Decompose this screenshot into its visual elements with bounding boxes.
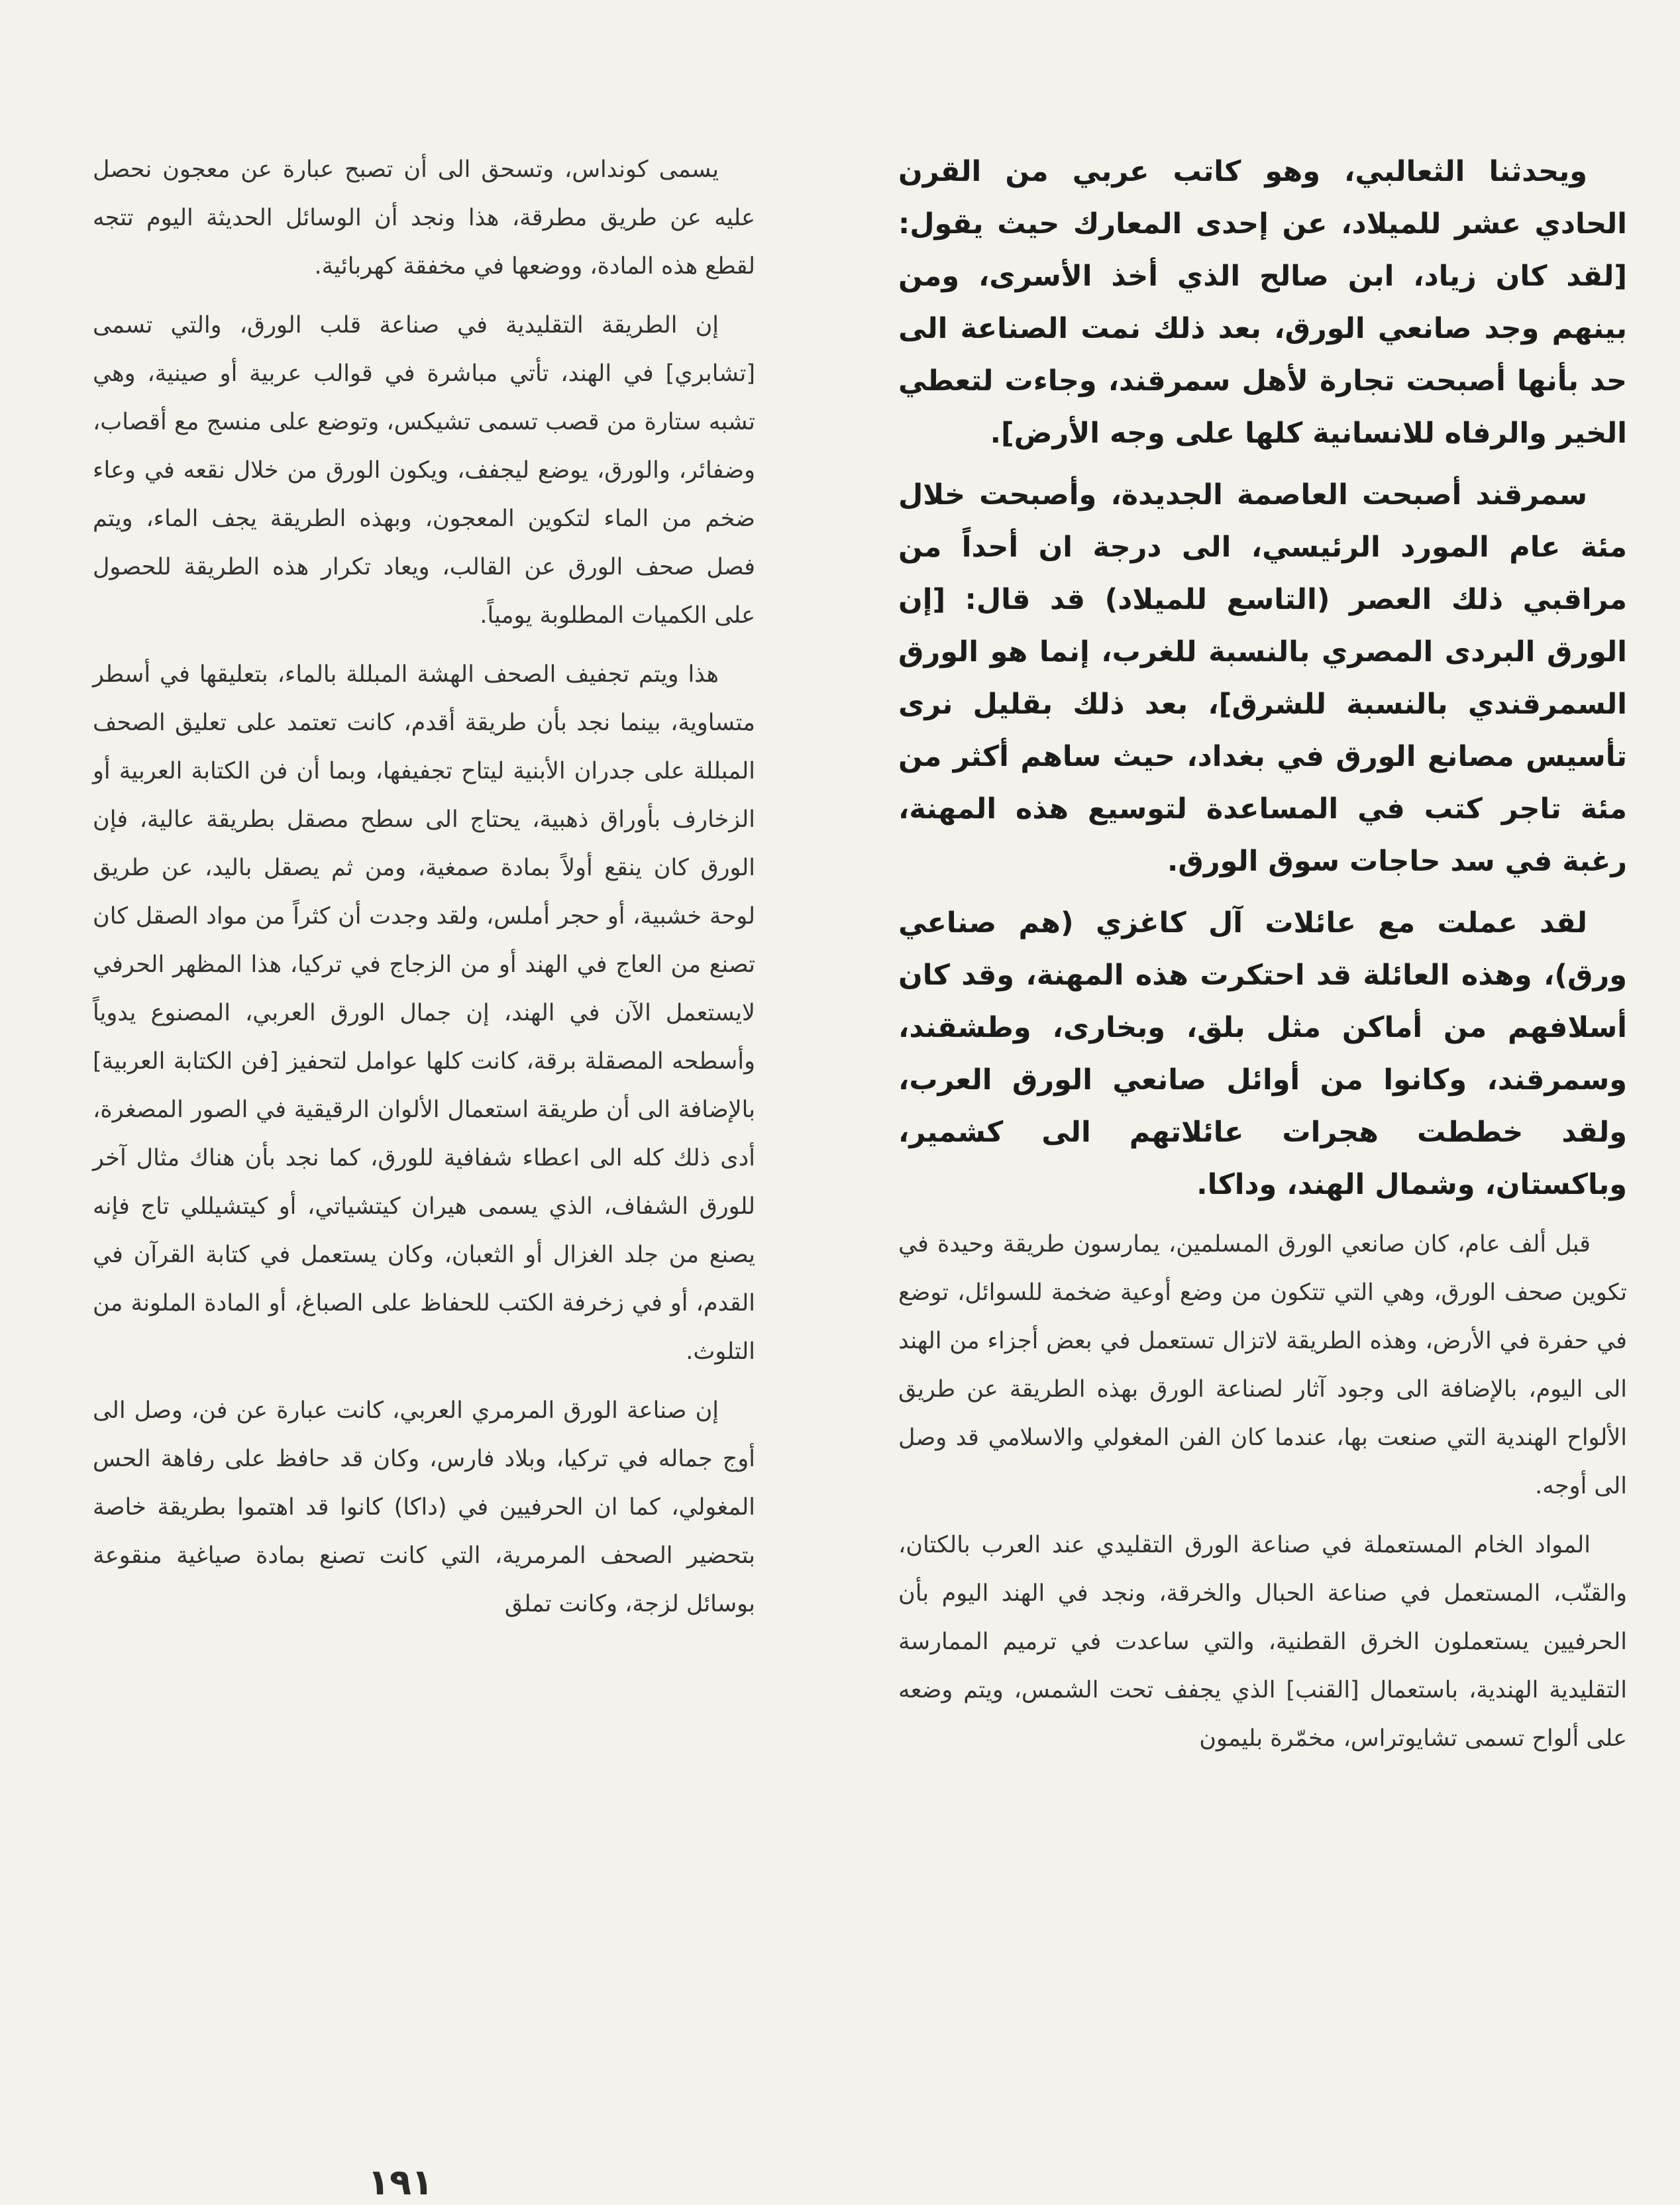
bold-paragraph: لقد عملت مع عائلات آل كاغزي (هم صناعي ورق)، وهذه العائلة قد احتكرت هذه المهنة، وقد كان أسلافهم من أماكن مثل بلق، وبخارى، وطشقند، وسمرقند، وكانوا من أوائل صانعي الورق العرب، ولقد خططت هجرات عائلاتهم الى كشمير، وباكستان، وشمال الهند، وداكا. bbox=[898, 906, 1627, 1201]
bold-paragraph: سمرقند أصبحت العاصمة الجديدة، وأصبحت خلال مئة عام المورد الرئيسي، الى درجة ان أحداً من مراقبي ذلك العصر (التاسع للميلاد) قد قال: [إن الورق البردى المصري بالنسبة للغرب، إنما هو الورق السمرقندي بالنسبة للشرق]، بعد ذلك بقليل نرى تأسيس مصانع الورق في بغداد، حيث ساهم أكثر من مئة تاجر كتب في المساعدة لتوسيع هذه المهنة، رغبة في سد حاجات سوق الورق. bbox=[898, 478, 1627, 878]
page-number: ١٩١ bbox=[368, 2161, 433, 2203]
body-paragraph: قبل ألف عام، كان صانعي الورق المسلمين، يمارسون طريقة وحيدة في تكوين صحف الورق، وهي التي تتكون من وضع أوعية ضخمة للسوائل، توضع في حفرة في الأرض، وهذه الطريقة لاتزال تستعمل في بعض أجزاء من الهند الى اليوم، بالإضافة الى وجود آثار لصناعة الورق بهذه الطريقة عن طريق الألواح الهندية التي صنعت بها، عندما كان الفن المغولي والاسلامي قد وصل الى أوجه. bbox=[898, 1231, 1627, 1499]
body-paragraph: يسمى كونداس، وتسحق الى أن تصبح عبارة عن معجون نحصل عليه عن طريق مطرقة، هذا ونجد أن الوسائل الحديثة اليوم تتجه لقطع هذه المادة، ووضعها في مخفقة كهربائية. bbox=[93, 156, 755, 280]
body-paragraph: إن الطريقة التقليدية في صناعة قلب الورق، والتي تسمى [تشابري] في الهند، تأتي مباشرة في قوالب عربية أو صينية، وهي تشبه ستارة من قصب تسمى تشيكس، وتوضع على منسج مع أقصاب، وضفائر، والورق، يوضع ليجفف، ويكون الورق من خلال نقعه في وعاء ضخم من الماء لتكوين المعجون، وبهذه الطريقة يجف الماء، ويتم فصل صحف الورق عن القالب، ويعاد تكرار هذه الطريقة للحصول على الكميات المطلوبة يومياً. bbox=[93, 312, 755, 629]
bold-paragraph: ويحدثنا الثعالبي، وهو كاتب عربي من القرن الحادي عشر للميلاد، عن إحدى المعارك حيث يقول: [لقد كان زياد، ابن صالح الذي أخذ الأسرى، ومن بينهم وجد صانعي الورق، بعد ذلك نمت الصناعة الى حد بأنها أصبحت تجارة لأهل سمرقند، وجاءت لتعطي الخير والرفاه للانسانية كلها على وجه الأرض]. bbox=[898, 155, 1627, 450]
body-paragraph: هذا ويتم تجفيف الصحف الهشة المبللة بالماء، بتعليقها في أسطر متساوية، بينما نجد بأن طريقة أقدم، كانت تعتمد على تعليق الصحف المبللة على جدران الأبنية ليتاح تجفيفها، وبما أن فن الكتابة العربية أو الزخارف بأوراق ذهبية، يحتاج الى سطح مصقل بطريقة عالية، فإن الورق كان ينقع أولاً بمادة صمغية، ومن ثم يصقل باليد، عن طريق لوحة خشبية، أو حجر أملس، ولقد وجدت أن كثراً من مواد الصقل كان تصنع من العاج في الهند أو من الزجاج في تركيا، هذا المظهر الحرفي لايستعمل الآن في الهند، إن جمال الورق العربي، المصنوع يدوياً وأسطحه المصقلة برقة، كانت كلها عوامل لتحفيز [فن الكتابة العربية] بالإضافة الى أن طريقة استعمال الألوان الرقيقية في الصور المصغرة، أدى ذلك كله الى اعطاء شفافية للورق، كما نجد بأن هناك مثال آخر للورق الشفاف، الذي يسمى هيران كيتشياتي، أو كيتشيللي تاج فإنه يصنع من جلد الغزال أو الثعبان، وكان يستعمل في كتابة القرآن في القدم، أو في زخرفة الكتب للحفاظ على الصباغ، أو المادة الملونة من التلوث. bbox=[93, 661, 755, 1365]
left-column bbox=[93, 146, 755, 1639]
body-paragraph: المواد الخام المستعملة في صناعة الورق التقليدي عند العرب بالكتان، والقنّب، المستعمل في صناعة الحبال والخرقة، ونجد في الهند اليوم بأن الحرفيين يستعملون الخرق القطنية، والتي ساعدت في ترميم الممارسة التقليدية الهندية، باستعمال [القنب] الذي يجفف تحت الشمس، ويتم وضعه على ألواح تسمى تشايوتراس، مخمّرة بليمون bbox=[898, 1532, 1627, 1752]
body-paragraph: إن صناعة الورق المرمري العربي، كانت عبارة عن فن، وصل الى أوج جماله في تركيا، وبلاد فارس، وكان قد حافظ على رفاهة الحس المغولي، كما ان الحرفيين في (داكا) كانوا قد اهتموا بطريقة خاصة بتحضير الصحف المرمرية، التي كانت تصنع بمادة صياغية منقوعة بوسائل لزجة، وكانت تملق bbox=[93, 1397, 755, 1617]
right-column bbox=[898, 146, 1627, 1774]
